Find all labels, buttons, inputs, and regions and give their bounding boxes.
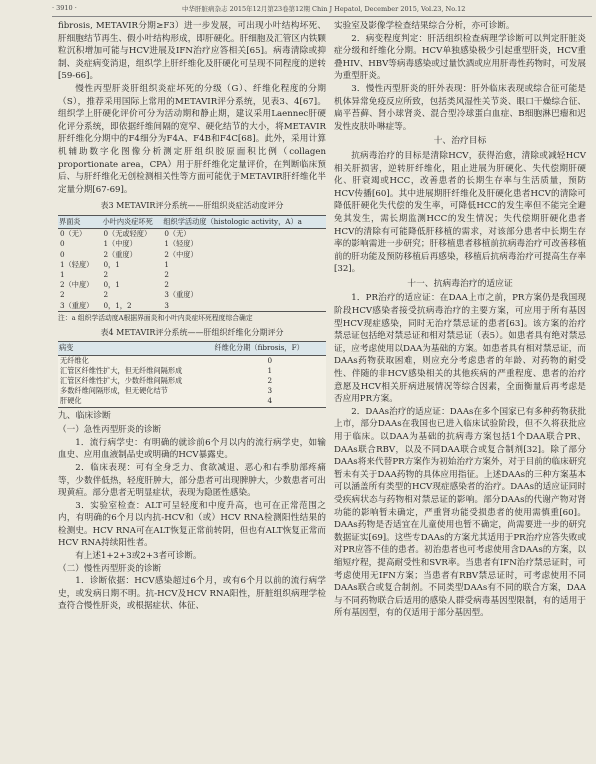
table-cell: 3（重度） (60, 300, 94, 310)
table-row (58, 280, 326, 290)
table-cell: 0 (60, 249, 65, 259)
table-row (58, 366, 326, 376)
table-header: 组织学活动度（histologic activity，A）a (162, 215, 326, 228)
table-cell: 0 (213, 355, 326, 366)
table-row (58, 270, 326, 280)
table-header: 纤维化分期（fibrosis，F） (213, 342, 326, 355)
table-cell: 3 (213, 386, 326, 396)
table-cell: 汇管区纤维性扩大，少数纤维间隔形成 (58, 376, 213, 386)
table-row (58, 260, 326, 270)
table-row (58, 229, 326, 240)
right-column (334, 20, 586, 620)
table-cell: 0（无或轻度） (103, 229, 152, 239)
section-heading: 十一、抗病毒治疗的适应证 (407, 278, 513, 289)
paragraph: 1．流行病学史：有明确的就诊前6个月以内的流行病学史，如输血史、应用血液制品史或明确的HCV暴露史。 (58, 437, 326, 461)
table-cell: 1（中度） (103, 239, 137, 249)
table-cell: 肝硬化 (58, 396, 213, 407)
table-cell: 2 (213, 376, 326, 386)
section-heading: 十、治疗目标 (433, 136, 487, 147)
paragraph: 2．临床表现：可有全身乏力、食欲减退、恶心和右季肋部疼痛等，少数伴低热，轻度肝肿大，部分患者可出现脾肿大，少数患者可出现黄疸。部分患者无明显症状，表现为隐匿性感染。 (58, 462, 326, 499)
journal-citation: 中华肝脏病杂志 2015年12月第23卷第12期 Chin J Hepatol, December 2015, Vol.23, No.12 (182, 5, 466, 13)
table-cell: 汇管区纤维性扩大，但无纤维间隔形成 (58, 366, 213, 376)
table-cell: 2 (103, 290, 109, 300)
paragraph: 3．实验室检查：ALT可呈轻度和中度升高，也可在正常范围之内，有明确的6个月以内抗-HCV和（或）HCV RNA检测阳性结果的检测史。HCV RNA可在ALT恢复正常前转阴，但也有ALT恢复正常而HCV RNA持续阳性者。 (58, 500, 326, 549)
table-cell: 无纤维化 (58, 355, 213, 366)
table-row (58, 250, 326, 260)
paragraph: 1．PR治疗的适应证：在DAA上市之前，PR方案仍是我国现阶段HCV感染者接受抗病毒治疗的主要方案，可应用于所有基因型HCV现症感染，同时无治疗禁忌证的患者[63]。该方案的治疗禁忌证包括绝对禁忌证和相对禁忌证（表5）。如患者具有绝对禁忌证，应考虑使用以DAA为基础的方案。如患者具有相对禁忌证，而DAAs药物获取困难，则应充分考虑患者的年龄、对药物的耐受性、伴随的非HCV感染相关的其他疾病的严重程度、患者的治疗意愿及HCV相关肝病进展情况等综合因素，全面衡量后再考虑是否应用PR方案。 (334, 293, 586, 405)
table-header: 界面炎 (58, 215, 101, 228)
paragraph: 有上述1+2+3或2+3者可诊断。 (75, 551, 202, 562)
paragraph: 慢性丙型肝炎肝组织炎症坏死的分级（G）、纤维化程度的分期（S），推荐采用国际上常用的METAVIR评分系统，见表3、4[67]。组织学上肝硬化评价可分为活动期和静止期，建议采用Laennec肝硬化评分系统，即依据纤维间隔的宽窄、硬化结节的大小，将METAVIR肝纤维化分期中的F4细分为F4A、F4B和F4C[68]。此外，采用计算机辅助数字化图像分析测定肝组织胶原面积比例（collagen proportionate area，CPA）用于肝纤维化定量评价，在判断临床预后、与肝纤维化无创检测相关性等方面可能优于METAVIR肝纤维化半定量分期[67-69]。 (58, 83, 326, 195)
section-heading: 九、临床诊断 (58, 410, 111, 421)
table-cell: 4 (213, 396, 326, 407)
table-cell: 0，1 (103, 280, 120, 290)
paragraph: 1．诊断依据：HCV感染超过6个月，或有6个月以前的流行病学史，或发病日期不明。抗-HCV及HCV RNA阳性，肝脏组织病理学检查符合慢性肝炎，或根据症状、体征、 (58, 576, 326, 612)
table-cell: 2 (164, 280, 169, 290)
table-cell: 2 (60, 290, 65, 300)
page-number: · 3910 · (52, 4, 77, 12)
table-cell: 0（无） (164, 229, 191, 239)
table-row (58, 355, 326, 366)
table-cell: 3（重度） (164, 290, 198, 300)
paragraph: 2．DAAs治疗的适应证：DAAs在多个国家已有多种药物获批上市，部分DAAs在我国也已进入临床试验阶段，但不久将获批应用于临床。以DAA为基础的抗病毒方案包括1个DAA联合PR、DAAs联合RBV，以及不同DAA联合或复合制剂[32]。除了部分DAAs将来代替PR方案作为初始治疗方案外，对于目前的临床研究暂未有关于DAA药物的具体应用指征。上述DAAs的三种方案基本可以涵盖所有类型的HCV现症感染者的治疗。DAAs的适应证同时受疾病状态与药物相对禁忌证的影响。部分DAAs的代谢产物对肾功能的影响暂未确定，严重肾功能受损患者的使用需慎重[60]。DAAs药物是否适宜在儿童使用也暂不确定，尚需要进一步的研究数据证实[69]。这些专DAAs的方案尤其适用于PR治疗应答失败或对PR应答不佳的患者。初治患者也可考虑使用含DAAs的方案，以缩短疗程，提高耐受性和SVR率。当患者有IFN治疗禁忌证时，可考虑使用无IFN方案；当患者有RBV禁忌证时，可考虑使用不同DAAs联合或复合制剂。不同类型DAAs有不同的联合方案，DAA与不同药物联合后适用的感染人群受病毒基因型限制，有的适用于所有基因型，有的仅适用于部分基因型。 (334, 406, 586, 619)
paragraph: fibrosis, METAVIR分期≥F3）进一步发展，可出现小叶结构坏死、肝细胞结节再生、假小叶结构形成，即肝硬化。肝细胞及汇管区内铁颗粒沉积增加可能与HCV进展及IFN治疗应答相关[65]。病毒清除或抑制、炎症病变消退，组织学上肝纤维化及肝硬化可呈现不同程度的逆转[59-66]。 (58, 21, 326, 82)
table-cell: 1（轻度） (60, 259, 94, 269)
paragraph: 2．病变程度判定：肝活组织检查病理学诊断可以判定肝脏炎症分级和纤维化分期。HCV单独感染极少引起重型肝炎，HCV重叠HIV、HBV等病毒感染或过量饮酒或应用肝毒性药物时，可发展为重型肝炎。 (334, 33, 586, 82)
table-row (58, 290, 326, 300)
table-row (58, 376, 326, 386)
table-cell: 多数纤维间隔形成，但无硬化结节 (58, 386, 213, 396)
table-cell: 2（中度） (164, 249, 198, 259)
table-cell: 2 (103, 269, 109, 279)
table-header: 小叶内炎症坏死 (101, 215, 162, 228)
left-column (58, 20, 326, 613)
paragraph: 抗病毒治疗的目标是清除HCV，获得治愈，清除或减轻HCV相关肝损害，逆转肝纤维化，阻止进展为肝硬化、失代偿期肝硬化、肝衰竭或HCC，改善患者的长期生存率与生活质量，预防HCV传播[60]。其中进展期肝纤维化及肝硬化患者HCV的清除可降低肝硬化失代偿的发生率，可降低HCC的发生率但不能完全避免其发生，需长期监测HCC的发生情况；失代偿期肝硬化患者HCV的清除有可能降低肝移植的需求，对该部分患者中长期生存率的影响需进一步研究；肝移植患者移植前抗病毒治疗可改善移植前的肝功能及预防移植后再感染，移植后抗病毒治疗可提高生存率[32]。 (334, 150, 586, 275)
running-header (52, 4, 592, 17)
table-cell: 1 (164, 259, 169, 269)
table-header: 病变 (58, 342, 213, 355)
table-3-note: 注：a 组织学活动度A根据界面炎和小叶内炎症坏死程度综合确定 (58, 313, 253, 322)
table-row (58, 239, 326, 249)
table-cell: 1（轻度） (164, 239, 198, 249)
subsection-heading: （二）慢性丙型肝炎的诊断 (58, 563, 162, 574)
table-cell: 0 (60, 239, 65, 249)
paragraph: 3．慢性丙型肝炎的肝外表现：肝外临床表现或综合征可能是机体异常免疫反应所致，包括类风湿性关节炎、眼口干燥综合征、扁平苔藓、肾小球肾炎、混合型冷球蛋白血症、B细胞淋巴瘤和迟发性皮肤卟啉症等。 (334, 83, 586, 132)
table-cell: 2 (164, 269, 169, 279)
table-row (58, 301, 326, 312)
table-4 (58, 341, 326, 407)
paragraph: 实验室及影像学检查结果综合分析，亦可诊断。 (334, 21, 515, 31)
table-row (58, 396, 326, 407)
subsection-heading: （一）急性丙型肝炎的诊断 (58, 425, 162, 436)
table-cell: 3 (164, 300, 169, 310)
table-cell: 1 (60, 269, 65, 279)
table-4-caption: 表4 METAVIR评分系统——肝组织纤维化分期评分 (100, 327, 284, 337)
table-cell: 0，1，2 (103, 300, 132, 310)
table-cell: 0（无） (60, 229, 87, 239)
table-row (58, 386, 326, 396)
table-cell: 2（中度） (60, 280, 94, 290)
table-3 (58, 215, 326, 312)
table-3-caption: 表3 METAVIR评分系统——肝组织炎症活动度评分 (100, 201, 284, 211)
table-cell: 2（重度） (103, 249, 137, 259)
table-cell: 0，1 (103, 259, 120, 269)
table-cell: 1 (213, 366, 326, 376)
